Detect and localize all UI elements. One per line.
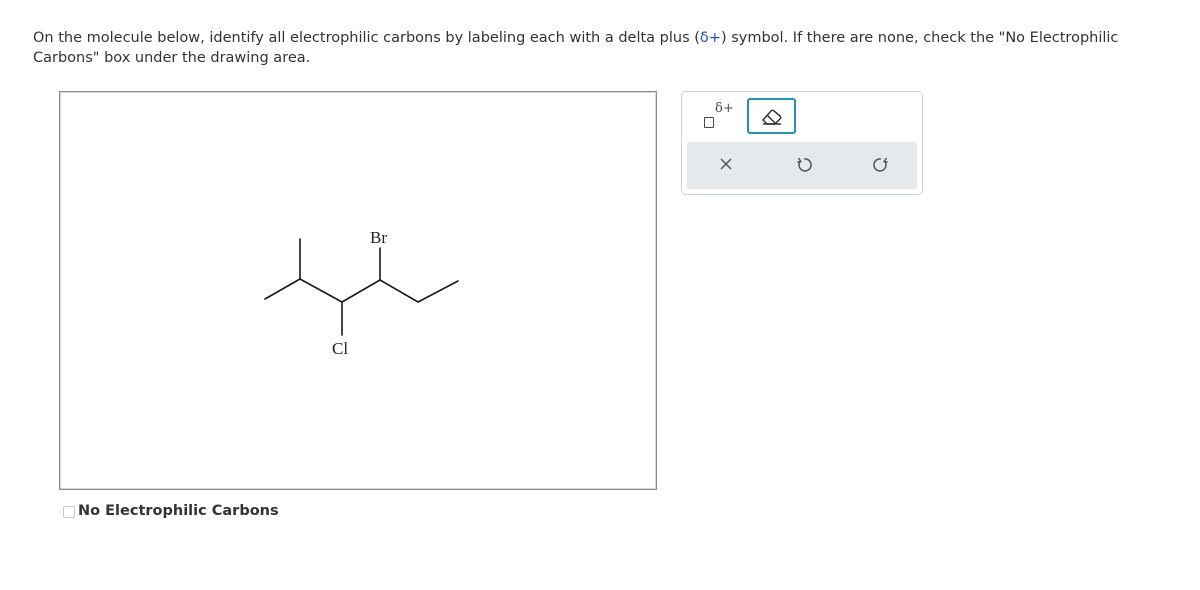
eraser-button[interactable] [747,98,796,134]
bromine-atom-label[interactable]: Br [370,228,387,247]
bond-c5-c6 [418,281,458,302]
bond-c1-c2 [265,279,300,299]
no-electrophilic-carbons-checkbox[interactable] [63,506,75,518]
x-icon [719,157,733,171]
undo-button[interactable] [788,149,820,181]
undo-icon [796,157,812,173]
eraser-icon [760,108,784,126]
molecule-drawing [60,92,656,489]
question-text-end: ) symbol. If there are none, check the "No Electrophilic Carbons" box under the drawing area. [33,30,1119,66]
drawing-toolbar [681,91,923,195]
delta-plus-tool-button[interactable] [698,99,738,133]
delta-plus-symbol: δ+ [699,30,721,46]
clear-button[interactable] [711,149,743,181]
question-text-start: On the molecule below, identify all electrophilic carbons by labeling each with a delta plus ( [33,30,700,46]
drawing-area[interactable] [59,91,657,490]
redo-icon [873,157,889,173]
bond-c3-c4 [342,280,380,302]
redo-button[interactable] [865,149,897,181]
toolbar-action-panel [687,142,917,189]
bond-c4-c5 [380,280,418,302]
square-delta-plus-icon [704,117,714,128]
no-electrophilic-carbons-label[interactable]: No Electrophilic Carbons [78,503,279,519]
chlorine-atom-label[interactable]: Cl [332,339,349,358]
bond-c2-c3 [300,279,342,302]
delta-plus-tool-label: δ+ [715,101,734,116]
question-text [33,28,1173,68]
